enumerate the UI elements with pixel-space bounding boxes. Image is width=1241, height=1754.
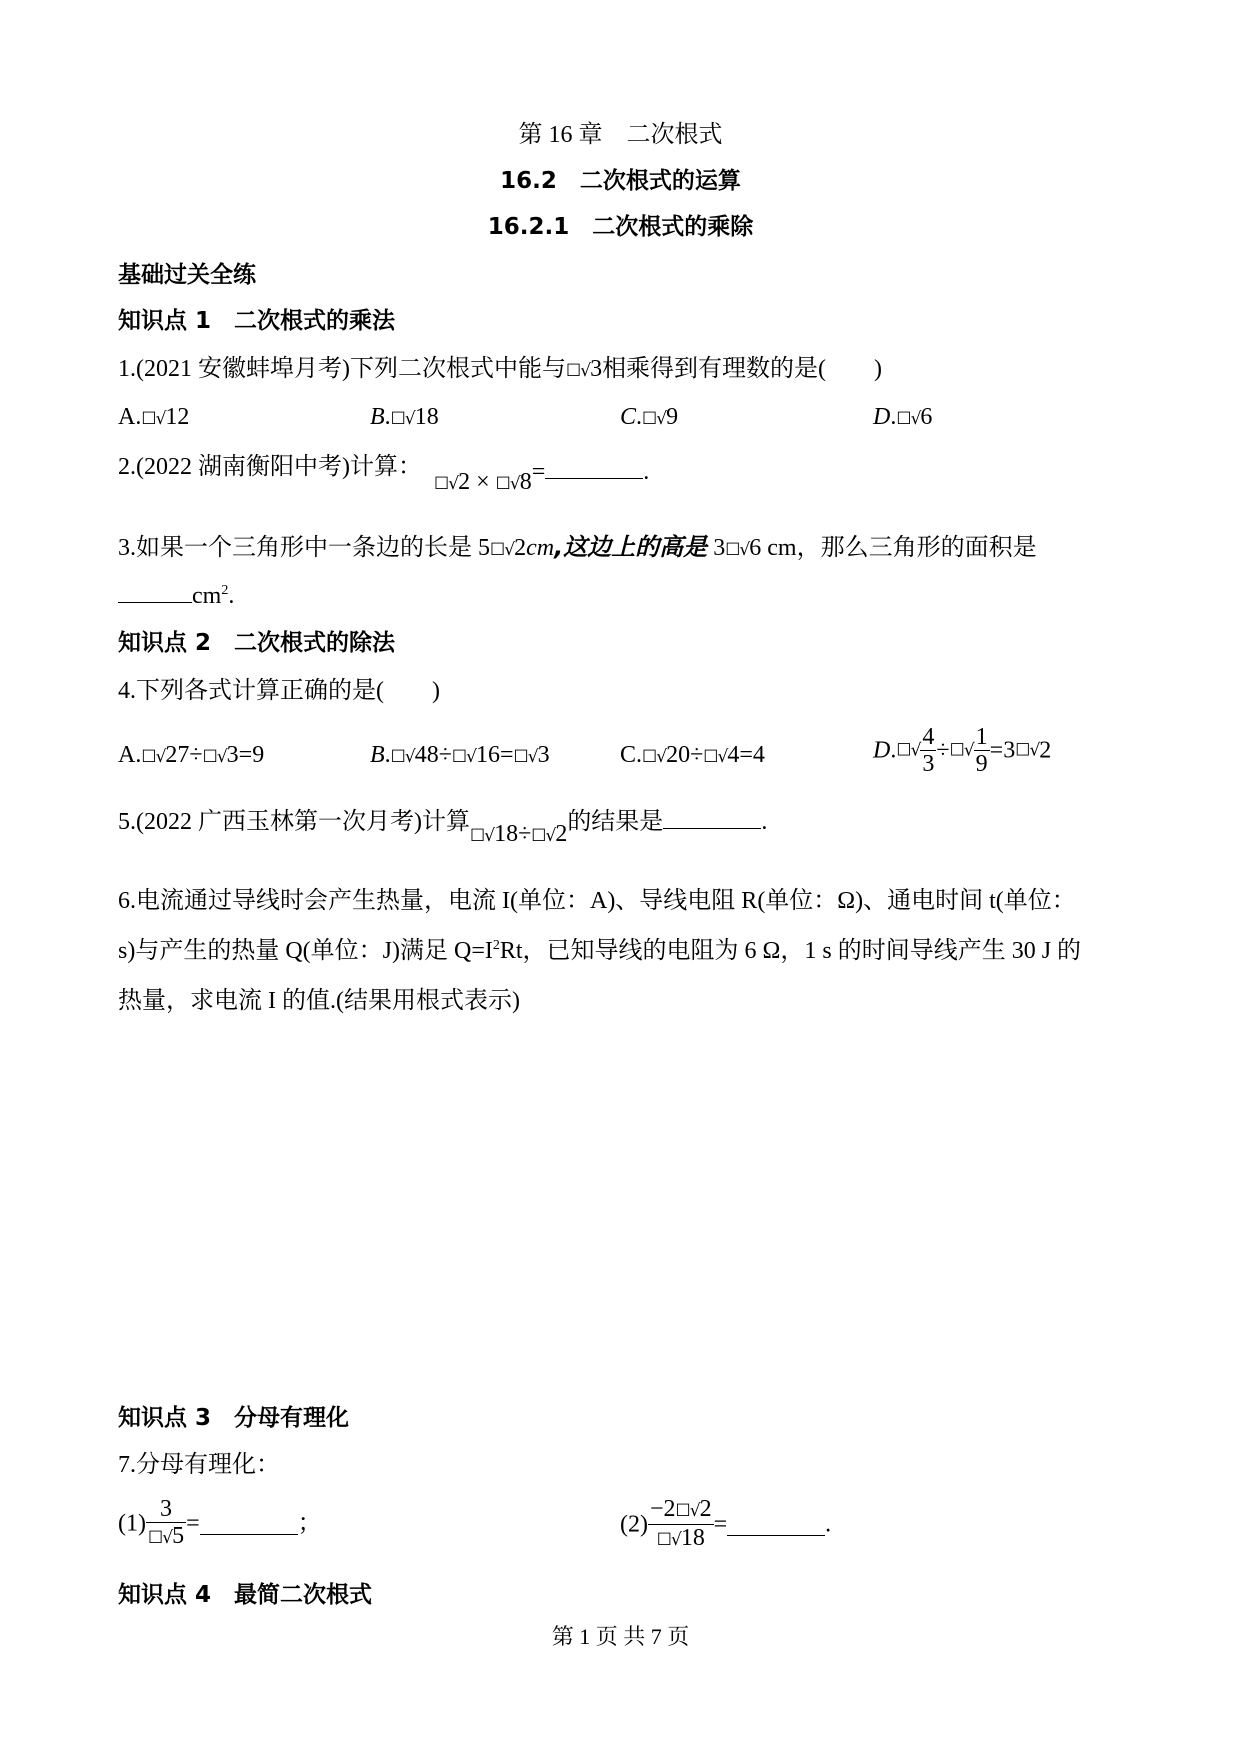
part-title: 基础过关全练 [118,262,256,288]
question-3-line-2: $cm^2$. [118,580,234,611]
q4-option-b: B.☐√48÷☐√16=☐√3 [370,742,550,768]
q7-part-1: (1) $\frac{3}{☐√5}$ = ； [118,1496,322,1549]
question-4: 4.下列各式计算正确的是( ) [118,678,440,704]
q4-option-c: C.☐√20÷☐√4=4 [620,742,765,768]
radical-sign: ☐√ [565,361,591,381]
question-7: 7.分母有理化： [118,1452,280,1478]
question-6-line-1: 6.电流通过导线时会产生热量，电流 I(单位：A)、导线电阻 R(单位：Ω)、通电时间 t(单位： [118,888,1076,914]
q7-part-2: (2) $\frac{-2☐√2}{☐√18}$ = . [620,1496,832,1551]
answer-blank[interactable] [200,1512,298,1535]
knowledge-point-3: 知识点 3 分母有理化 [118,1405,350,1431]
q2-expression: ☐√2 × ☐√8= . [434,466,649,499]
chapter-title: 第 16 章 二次根式 [518,122,723,148]
q1-option-a: A.☐√12 [118,404,190,430]
page-footer: 第 1 页 共 7 页 [551,1624,690,1649]
knowledge-point-4: 知识点 4 最简二次根式 [118,1582,373,1608]
question-6-line-3: 热量，求电流 I 的值.(结果用根式表示) [118,988,520,1014]
section-title: 16.2 二次根式的运算 [500,168,741,194]
q1-option-d: D.☐√6 [873,404,933,430]
q4-option-d: D.☐√ $\frac{4}{3}$ ÷☐√ $\frac{1}{9}$ =3☐√2 [873,724,1052,777]
radical-sign: ☐√ [896,409,921,429]
question-5: 5.(2022 广西玉林第一次月考)计算☐√18÷☐√2的结果是 . [118,806,767,839]
knowledge-point-1: 知识点 1 二次根式的乘法 [118,308,396,334]
answer-blank[interactable] [118,580,192,603]
answer-blank[interactable] [727,1513,825,1536]
answer-blank[interactable] [663,806,761,829]
radical-sign: ☐√ [390,409,415,429]
radical-sign: ☐√ [642,409,667,429]
q1-option-c: C.☐√9 [620,404,679,430]
question-1: 1.(2021 安徽蚌埠月考)下列二次根式中能与☐√3相乘得到有理数的是( ) [118,356,883,382]
q4-option-a: A.☐√27÷☐√3=9 [118,742,265,768]
question-6-line-2: s)与产生的热量 Q(单位：J)满足 $Q=I^2Rt$，已知导线的电阻为 6 Ω，1 s 的时间导线产生 30 J 的 [118,938,1082,964]
q1-option-b: B.☐√18 [370,404,439,430]
radical-sign: ☐√ [141,409,166,429]
answer-blank[interactable] [545,456,643,479]
question-3: 3.如果一个三角形中一条边的长是 5☐√2cm,这边上的高是 3☐√6 cm，那么三角形的面积是 [118,533,1037,561]
knowledge-point-2: 知识点 2 二次根式的除法 [118,630,396,656]
question-2: 2.(2022 湖南衡阳中考)计算： [118,454,422,480]
subsection-title: 16.2.1 二次根式的乘除 [487,214,754,240]
